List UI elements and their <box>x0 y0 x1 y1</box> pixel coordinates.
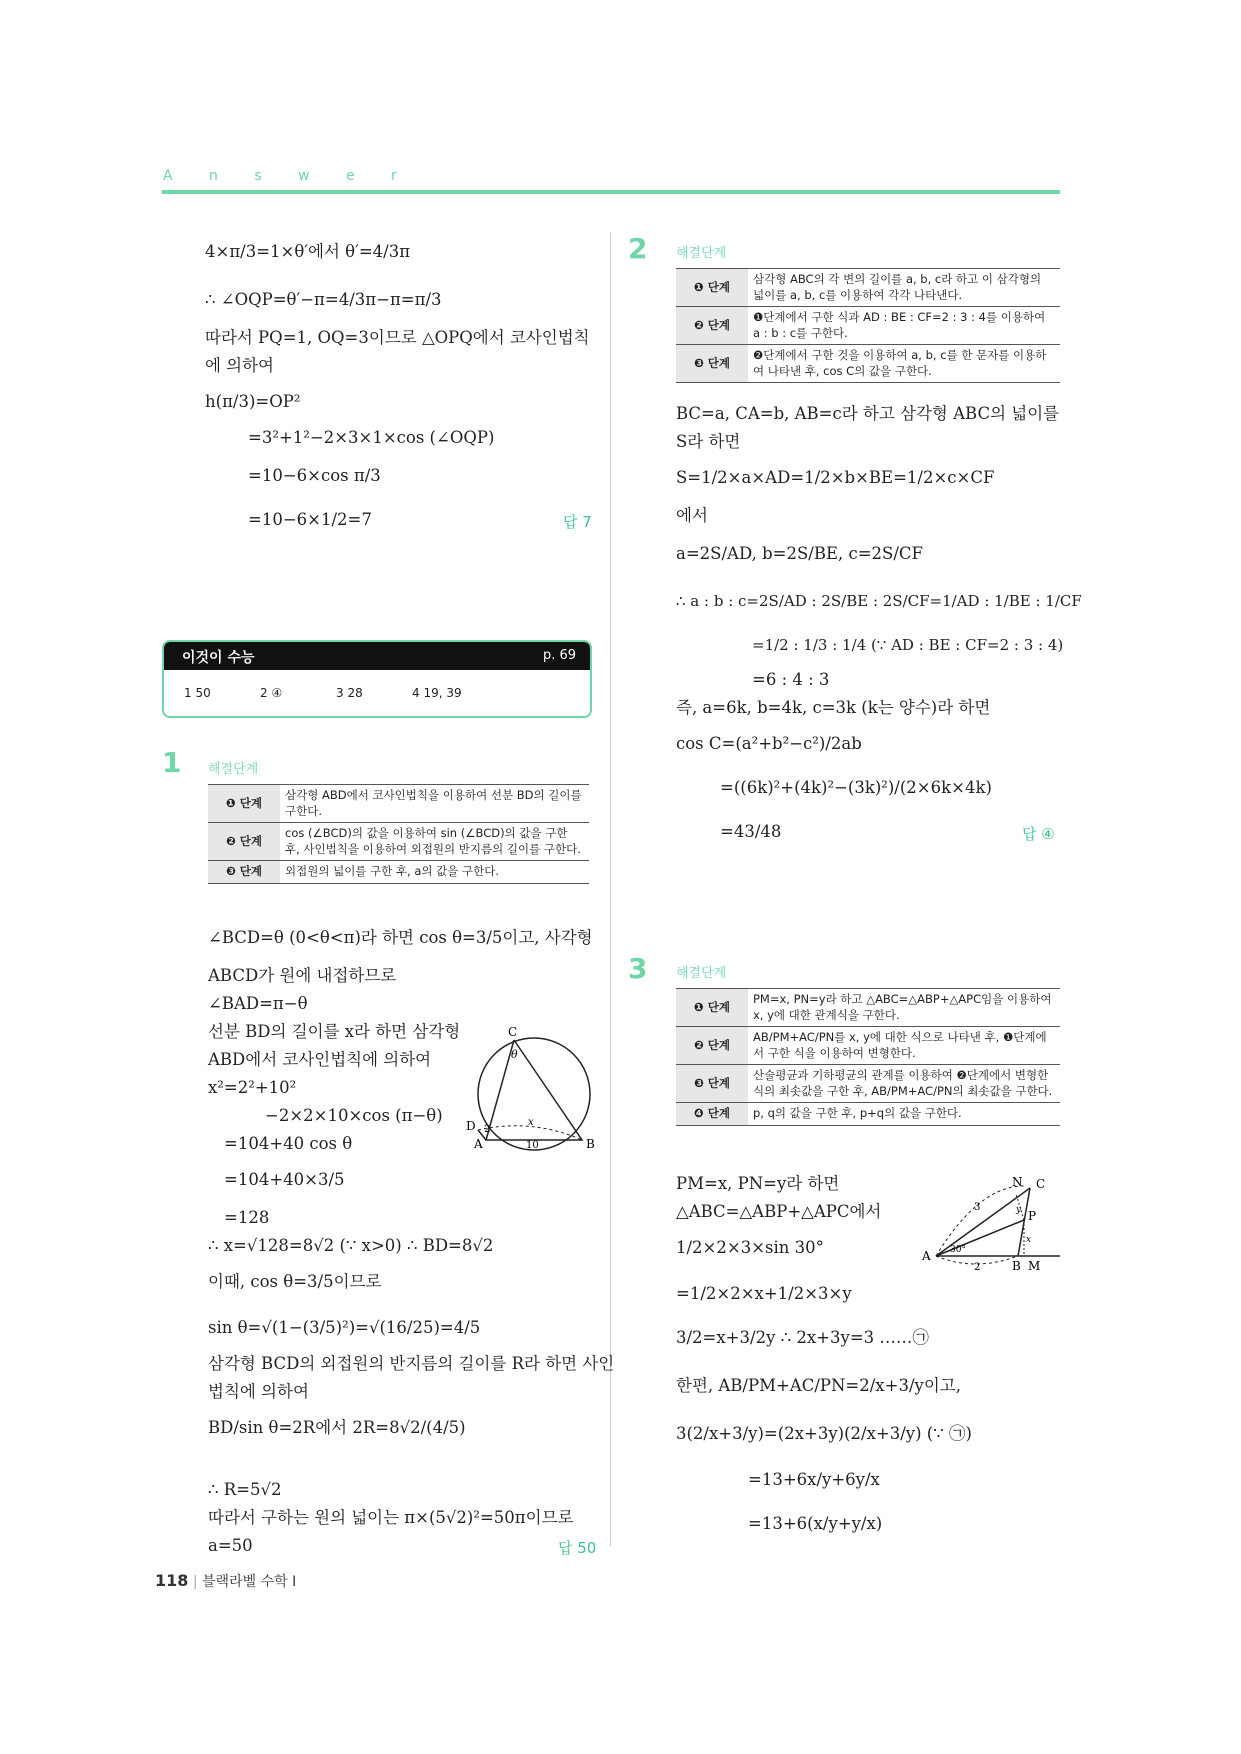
step-text: p, q의 값을 구한 후, p+q의 값을 구한다. <box>748 1103 1060 1126</box>
point-p-label: P <box>1028 1209 1037 1223</box>
step-row <box>676 1103 1060 1126</box>
step-label: ❸ 단계 <box>208 861 280 884</box>
vertex-b-label: B <box>1012 1259 1021 1273</box>
step-text: 산술평균과 기하평균의 관계를 이용하여 ❷단계에서 변형한 식의 최솟값을 구한 후, AB/PM+AC/PN의 최솟값을 구한다. <box>748 1065 1060 1103</box>
step-text: 외접원의 넓이를 구한 후, a의 값을 구한다. <box>280 861 589 884</box>
problem-number: 1 <box>162 746 182 779</box>
step-text: AB/PM+AC/PN를 x, y에 대한 식으로 나타낸 후, ❶단계에서 구한 식을 이용하여 변형한다. <box>748 1027 1060 1065</box>
text-line: =13+6(x/y+y/x) <box>748 1514 883 1533</box>
text-line: 에서 <box>676 506 708 525</box>
text-line: x²=2²+10² <box>208 1078 297 1097</box>
vertex-c-label: C <box>1036 1177 1046 1191</box>
text-line: =10−6×cos π/3 <box>248 466 381 485</box>
text-line: a=50 <box>208 1536 253 1555</box>
footer-separator: | <box>192 1574 198 1590</box>
triangle-bcd <box>486 1040 582 1140</box>
length-2-label: 2 <box>484 1124 491 1135</box>
triangle-abc-figure <box>920 1174 1062 1276</box>
text-line: =13+6x/y+6y/x <box>748 1470 880 1489</box>
text-line: S라 하면 <box>676 432 741 451</box>
step-text: cos (∠BCD)의 값을 이용하여 sin (∠BCD)의 값을 구한 후, 사인법칙을 이용하여 외접원의 반지름의 길이를 구한다. <box>280 823 589 861</box>
text-line: =128 <box>224 1208 270 1227</box>
text-line: 따라서 PQ=1, OQ=3이므로 △OPQ에서 코사인법칙 <box>205 328 590 347</box>
step-label: ❹ 단계 <box>676 1103 748 1126</box>
answer-summary-title: 이것이 수능 <box>182 650 255 666</box>
header-rule <box>162 190 1060 194</box>
step-row <box>676 307 1060 345</box>
page-number: 118 <box>155 1571 189 1590</box>
step-label: ❶ 단계 <box>676 989 748 1027</box>
step-row <box>208 861 589 884</box>
column-divider <box>610 232 611 1546</box>
length-x-label: x <box>528 1117 534 1128</box>
answer-item: 3 28 <box>336 686 363 700</box>
text-line: 삼각형 BCD의 외접원의 반지름의 길이를 R라 하면 사인 <box>208 1354 615 1373</box>
text-line: =104+40 cos θ <box>224 1134 353 1153</box>
point-n-label: N <box>1012 1175 1023 1189</box>
step-label: ❷ 단계 <box>676 1027 748 1065</box>
problem-number: 3 <box>628 952 648 985</box>
text-line: =6 : 4 : 3 <box>752 670 830 689</box>
text-line: =1/2×2×x+1/2×3×y <box>676 1284 852 1303</box>
step-label: ❶ 단계 <box>676 269 748 307</box>
text-line: =3²+1²−2×3×1×cos (∠OQP) <box>248 428 495 447</box>
text-line: ∴ R=5√2 <box>208 1480 282 1499</box>
text-line: BD/sin θ=2R에서 2R=8√2/(4/5) <box>208 1418 466 1437</box>
step-text: 삼각형 ABC의 각 변의 길이를 a, b, c라 하고 이 삼각형의 넓이를 a, b, c를 이용하여 각각 나타낸다. <box>748 269 1060 307</box>
text-line: ∴ a : b : c=2S/AD : 2S/BE : 2S/CF=1/AD : 1/BE : 1/CF <box>676 592 1082 610</box>
solution-steps-table <box>208 784 589 884</box>
text-line: =104+40×3/5 <box>224 1170 345 1189</box>
angle-30-label: 30° <box>950 1245 966 1255</box>
text-line: =((6k)²+(4k)²−(3k)²)/(2×6k×4k) <box>720 778 992 797</box>
step-row <box>676 1027 1060 1065</box>
step-row <box>208 785 589 823</box>
text-line: ABD에서 코사인법칙에 의하여 <box>208 1050 432 1069</box>
step-text: ❶단계에서 구한 식과 AD : BE : CF=2 : 3 : 4를 이용하여 a : b : c를 구한다. <box>748 307 1060 345</box>
text-line: 법칙에 의하여 <box>208 1382 309 1401</box>
step-label: ❷ 단계 <box>208 823 280 861</box>
solution-steps-table <box>676 268 1060 383</box>
inscribed-quadrilateral-figure <box>462 1022 600 1154</box>
text-line: cos C=(a²+b²−c²)/2ab <box>676 734 862 753</box>
answer-item: 1 50 <box>184 686 211 700</box>
angle-theta-label: θ <box>511 1048 518 1061</box>
text-line: PM=x, PN=y라 하면 <box>676 1174 840 1193</box>
book-title: 블랙라벨 수학 Ⅰ <box>202 1574 297 1590</box>
text-line: △ABC=△ABP+△APC에서 <box>676 1202 882 1221</box>
answer-label: 답 7 <box>563 513 592 531</box>
page-footer <box>155 1571 296 1591</box>
length-x-label: x <box>1026 1235 1032 1245</box>
circumscribed-circle <box>478 1038 590 1150</box>
text-line: ∴ x=√128=8√2 (∵ x>0) ∴ BD=8√2 <box>208 1236 494 1255</box>
vertex-b-label: B <box>586 1137 595 1151</box>
text-line: sin θ=√(1−(3/5)²)=√(16/25)=4/5 <box>208 1318 481 1337</box>
solution-steps-label: 해결단계 <box>676 966 727 981</box>
step-row <box>676 345 1060 383</box>
point-m-label: M <box>1028 1259 1041 1273</box>
text-line: 4×π/3=1×θ′에서 θ′=4/3π <box>205 242 411 261</box>
text-line: =1/2 : 1/3 : 1/4 (∵ AD : BE : CF=2 : 3 : 4) <box>752 636 1064 654</box>
text-line: ∠BAD=π−θ <box>208 994 308 1013</box>
text-line: 이때, cos θ=3/5이므로 <box>208 1272 382 1291</box>
step-row <box>676 269 1060 307</box>
text-line: 따라서 구하는 원의 넓이는 π×(5√2)²=50π이므로 <box>208 1508 574 1527</box>
step-row <box>208 823 589 861</box>
text-line: 즉, a=6k, b=4k, c=3k (k는 양수)라 하면 <box>676 698 991 717</box>
step-text: 삼각형 ABD에서 코사인법칙을 이용하여 선분 BD의 길이를 구한다. <box>280 785 589 823</box>
text-line: =10−6×1/2=7 <box>248 510 372 529</box>
text-line: 에 의하여 <box>205 356 275 375</box>
text-line: 선분 BD의 길이를 x라 하면 삼각형 <box>208 1022 461 1041</box>
step-label: ❷ 단계 <box>676 307 748 345</box>
solution-steps-label: 해결단계 <box>208 762 259 777</box>
solution-steps-label: 해결단계 <box>676 246 727 261</box>
text-line: h(π/3)=OP² <box>205 392 301 411</box>
solution-steps-table <box>676 988 1060 1126</box>
step-row <box>676 989 1060 1027</box>
text-line: a=2S/AD, b=2S/BE, c=2S/CF <box>676 544 923 563</box>
text-line: 3/2=x+3/2y ∴ 2x+3y=3 ……㉠ <box>676 1328 929 1347</box>
step-row <box>676 1065 1060 1103</box>
answer-label: 답 50 <box>558 1539 597 1557</box>
vertex-a-label: A <box>474 1137 483 1151</box>
text-line: 1/2×2×3×sin 30° <box>676 1238 824 1257</box>
vertex-a-label: A <box>922 1249 931 1263</box>
length-10-label: 10 <box>526 1140 539 1151</box>
text-line: =43/48 <box>720 822 782 841</box>
problem-number: 2 <box>628 232 648 265</box>
answer-summary-page: p. 69 <box>542 648 576 663</box>
length-y-label: y <box>1016 1205 1022 1215</box>
answer-summary-header <box>164 642 590 670</box>
answer-label: 답 ④ <box>1022 825 1055 843</box>
text-line: −2×2×10×cos (π−θ) <box>265 1106 443 1125</box>
text-line: ∠BCD=θ (0<θ<π)라 하면 cos θ=3/5이고, 사각형 <box>208 928 593 947</box>
text-line: 한편, AB/PM+AC/PN=2/x+3/y이고, <box>676 1376 961 1395</box>
answer-item: 4 19, 39 <box>412 686 462 700</box>
text-line: BC=a, CA=b, AB=c라 하고 삼각형 ABC의 넓이를 <box>676 404 1060 423</box>
length-3-label: 3 <box>974 1202 981 1213</box>
step-text: ❷단계에서 구한 것을 이용하여 a, b, c를 한 문자를 이용하여 나타낸 후, cos C의 값을 구한다. <box>748 345 1060 383</box>
step-label: ❸ 단계 <box>676 345 748 383</box>
step-text: PM=x, PN=y라 하고 △ABC=△ABP+△APC임을 이용하여 x, y에 대한 관계식을 구한다. <box>748 989 1060 1027</box>
text-line: S=1/2×a×AD=1/2×b×BE=1/2×c×CF <box>676 468 995 487</box>
length-2-label: 2 <box>974 1262 981 1273</box>
text-line: 3(2/x+3/y)=(2x+3y)(2/x+3/y) (∵ ㉠) <box>676 1424 972 1443</box>
step-label: ❶ 단계 <box>208 785 280 823</box>
vertex-d-label: D <box>466 1119 476 1133</box>
text-line: ABCD가 원에 내접하므로 <box>208 966 397 985</box>
answer-item: 2 ④ <box>260 686 283 700</box>
step-label: ❸ 단계 <box>676 1065 748 1103</box>
answer-summary-box <box>162 640 592 718</box>
header-title: A n s w e r <box>163 168 413 184</box>
vertex-c-label: C <box>508 1025 518 1039</box>
answer-summary-items <box>184 686 488 700</box>
text-line: ∴ ∠OQP=θ′−π=4/3π−π=π/3 <box>205 290 442 309</box>
